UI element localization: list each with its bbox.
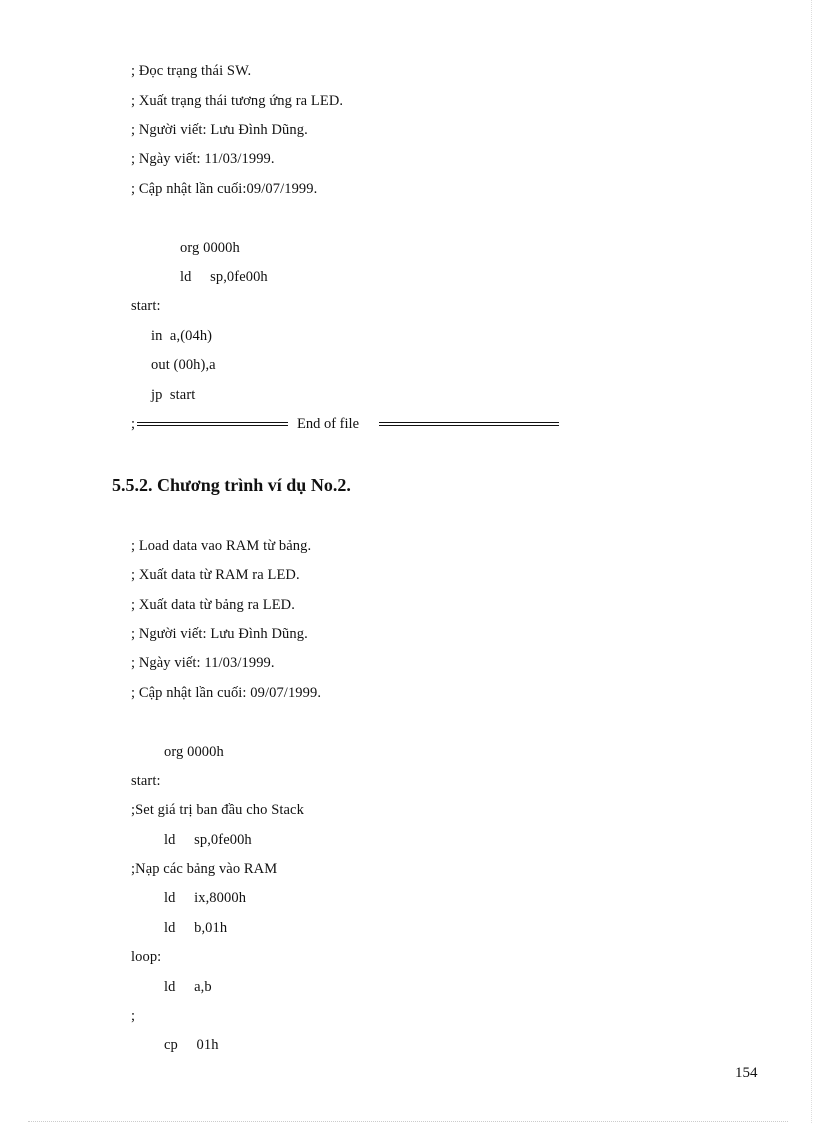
code-line: ld sp,0fe00h bbox=[180, 269, 268, 285]
code-comment: ;Nạp các bảng vào RAM bbox=[131, 861, 278, 877]
comment-line: ; Cập nhật lần cuối:09/07/1999. bbox=[131, 181, 318, 197]
page-right-edge bbox=[811, 0, 812, 1123]
code-line: ld sp,0fe00h bbox=[164, 832, 252, 848]
section-heading: 5.5.2. Chương trình ví dụ No.2. bbox=[112, 475, 351, 495]
code-line: cp 01h bbox=[164, 1037, 219, 1053]
comment-line: ; Ngày viết: 11/03/1999. bbox=[131, 655, 275, 671]
comment-line: ; Load data vao RAM từ bảng. bbox=[131, 538, 312, 554]
double-rule-left bbox=[137, 422, 288, 426]
end-marker-semicolon: ; bbox=[131, 416, 136, 432]
code-comment: ; bbox=[131, 1008, 136, 1024]
code-line: ld b,01h bbox=[164, 920, 228, 936]
code-label: start: bbox=[131, 298, 161, 314]
end-of-file-marker bbox=[131, 415, 571, 433]
comment-line: ; Cập nhật lần cuối: 09/07/1999. bbox=[131, 685, 322, 701]
code-label: start: bbox=[131, 773, 161, 789]
code-line: ld a,b bbox=[164, 979, 212, 995]
comment-line: ; Đọc trạng thái SW. bbox=[131, 63, 252, 79]
code-comment: ;Set giá trị ban đầu cho Stack bbox=[131, 802, 304, 818]
code-label: loop: bbox=[131, 949, 162, 965]
code-line: org 0000h bbox=[164, 744, 224, 760]
code-line: out (00h),a bbox=[151, 357, 216, 373]
comment-line: ; Xuất data từ RAM ra LED. bbox=[131, 567, 300, 583]
code-line: org 0000h bbox=[180, 240, 240, 256]
page-bottom-edge bbox=[28, 1121, 788, 1122]
comment-line: ; Người viết: Lưu Đình Dũng. bbox=[131, 626, 308, 642]
comment-line: ; Ngày viết: 11/03/1999. bbox=[131, 151, 275, 167]
code-line: jp start bbox=[151, 387, 196, 403]
comment-line: ; Xuất data từ bảng ra LED. bbox=[131, 597, 295, 613]
code-line: in a,(04h) bbox=[151, 328, 213, 344]
page-number: 154 bbox=[735, 1065, 758, 1081]
comment-line: ; Người viết: Lưu Đình Dũng. bbox=[131, 122, 308, 138]
end-of-file-text: End of file bbox=[297, 416, 360, 432]
comment-line: ; Xuất trạng thái tương ứng ra LED. bbox=[131, 93, 344, 109]
code-line: ld ix,8000h bbox=[164, 890, 247, 906]
double-rule-right bbox=[379, 422, 559, 426]
